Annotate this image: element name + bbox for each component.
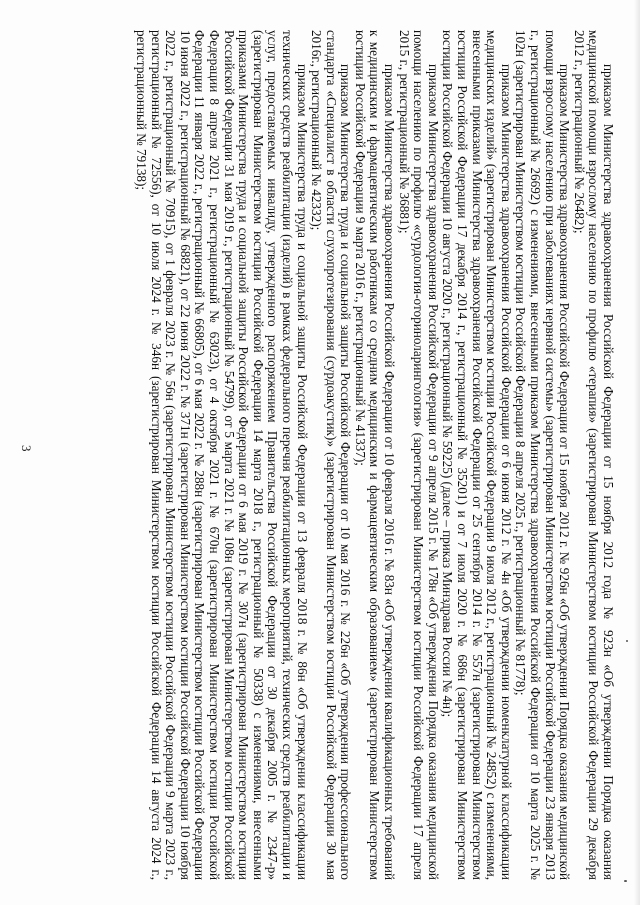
paragraph-order-923n: приказом Министерства здравоохранения Российской Федерации от 15 ноября 2012 года № 923н «Об утверждении Порядка оказания медицинской помощи взрослому населению по профилю «терапия» (зарегистрирован Министерством юстиции Российской Федерации 29 декабря 2012 г., регистрационный № 26482); bbox=[571, 30, 616, 880]
scan-speck bbox=[624, 880, 627, 882]
scan-edge-shadow bbox=[634, 0, 640, 905]
paragraph-order-226n: приказом Министерства труда и социальной защиты Российской Федерации от 10 мая 2016 г. № 226н «Об утверждении профессионального стандарта «Специалист в области слухопротезирования (сурдоакустик)» (зарегистрирован Министерством юстиции Российской Федерации 30 мая 2016г., регистрационный № 42332); bbox=[309, 30, 354, 880]
paragraph-order-926n: приказом Министерства здравоохранения Российской Федерации от 15 ноября 2012 г. № 926н «Об утверждении Порядка оказания медицинской помощи взрослому населению при заболеваниях нервной системы» (зарегистрирован Министерством юстиции Российской Федерации 23 января 2013 г., регистрационный № 26692) с изменениями, внесенными приказом Министерства здравоохранения Российской Федерации от 10 марта 2025 г. № 102н (зарегистрирован Министерством юстиции Российской Федерации 8 апреля 2025 г., регистрационный № 81778); bbox=[513, 30, 573, 880]
paragraph-order-86n: приказом Министерства труда и социальной защиты Российской Федерации от 13 февраля 2018 г. № 86н «Об утверждении классификации технических средств реабилитации (изделий) в рамках федерального перечня реабилитационных мероприятий, технических средств реабилитации и услуг, предоставляемых инвалиду, утвержденного распоряжением Правительства Российской Федерации от 30 декабря 2005 г. № 2347-р» (зарегистрирован Министерством юстиции Российской Федерации 14 марта 2018 г., регистрационный № 50338) с изменениями, внесенными приказами Министерства труда и социальной защиты Российской Федерации от 6 мая 2019 г. № 307н (зарегистрирован Министерством юстиции Российской Федерации 31 мая 2019 г., регистрационный № 54799), от 5 марта 2021 г. № 108н (зарегистрирован Министерством юстиции Российской Федерации 8 апреля 2021 г., регистрационный № 63023), от 4 октября 2021 г. № 670н (зарегистрирован Министерством юстиции Российской Федерации 11 января 2022 г., регистрационный № 66805), от 6 мая 2022 г. № 288н (зарегистрирован Министерством юстиции Российской Федерации 10 июня 2022 г., регистрационный № 68821), от 22 июня 2022 г. № 371н (зарегистрирован Министерством юстиции Российской Федерации 10 ноября 2022 г., регистрационный № 70915), от 1 февраля 2023 г. № 56н (зарегистрирован Министерством юстиции Российской Федерации 9 марта 2023 г., регистрационный № 72556), от 10 июля 2024 г. № 346н (зарегистрирован Министерством юстиции Российской Федерации 14 августа 2024 г., регистрационный № 79138); bbox=[134, 30, 310, 880]
document-body bbox=[133, 30, 615, 880]
paragraph-order-178n: приказом Министерства здравоохранения Российской Федерации от 9 апреля 2015 г. № 178н «Об утверждении Порядка оказания медицинской помощи населению по профилю «сурдология-оториноларингология» (зарегистрирован Министерством юстиции Российской Федерации 17 апреля 2015 г., регистрационный № 36881); bbox=[396, 30, 441, 880]
paragraph-order-4n: приказом Министерства здравоохранения Российской Федерации от 6 июня 2012 г. № 4н «Об утверждении номенклатурной классификации медицинских изделий» (зарегистрирован Министерством юстиции Российской Федерации 9 июля 2012 г., регистрационный № 24852) с изменениями, внесенными приказами Министерства здравоохранения Российской Федерации от 25 сентября 2014 г. № 557н (зарегистрирован Министерством юстиции Российской Федерации 17 декабря 2014 г., регистрационный № 35201) и от 7 июля 2020 г. № 686н (зарегистрирован Министерством юстиции Российской Федерации 10 августа 2020 г., регистрационный № 59225) (далее – приказ Минздрава России № 4н); bbox=[440, 30, 514, 880]
page-number: 3 bbox=[19, 445, 34, 452]
scan-speck bbox=[626, 640, 628, 642]
paragraph-order-83n: приказом Министерства здравоохранения Российской Федерации от 10 февраля 2016 г. № 83н «Об утверждении квалификационных требований к медицинским и фармацевтическим работникам со средним медицинским и фармацевтическим образованием» (зарегистрирован Министерством юстиции Российской Федерации 9 марта 2016 г., регистрационный № 41337); bbox=[352, 30, 398, 880]
